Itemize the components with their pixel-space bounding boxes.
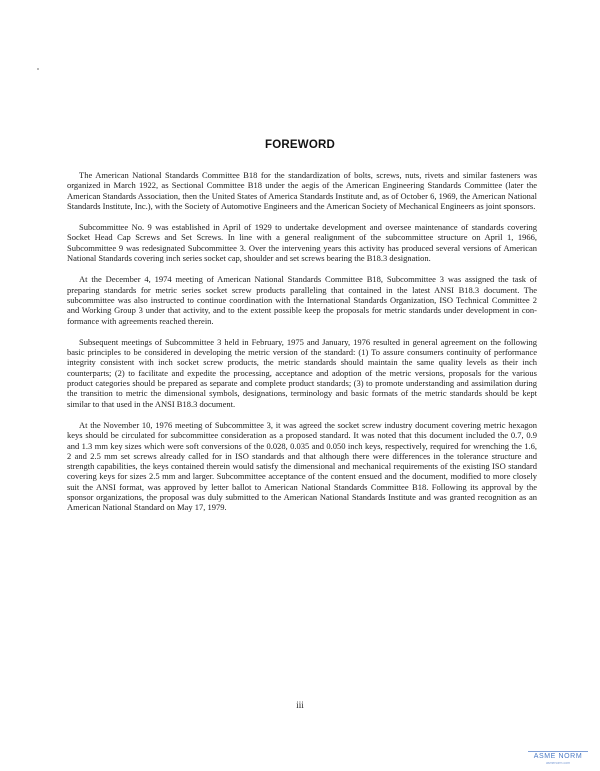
paragraph-4: Subsequent meetings of Subcommittee 3 held in February, 1975 and January, 1976 resulted in general agreement on the following basic principles to be considered in developing the metric version of the standard: (1) To assure consumers continuity of performance integrity consistent with inch socket screw products, the metric standards should maintain the same quality levels as their inch counterparts; (2) to facilitate and expedite the processing, acceptance and adoption of the metric versions, proposals for the various product categories should be prepared as separate and complete product standards; (3) to promote understanding and assimilation during the transition to metric the dimensional symbols, designations, terminology and basic formats of the metric standards should be kept similar to that used in the ANSI B18.3 document.: [67, 336, 537, 409]
foreword-body: [67, 170, 537, 524]
paragraph-1: The American National Standards Committee B18 for the standardization of bolts, screws, nuts, rivets and similar fasteners was organized in March 1922, as Sectional Committee B18 under the aegis of the American Engineering Standards Committee (later the American Standards Association, then the United States of America Standards Institute and, as of October 6, 1969, the American National Standards Institute, Inc.), with the Society of Automotive Engineers and the American Society of Mechanical Engineers as joint sponsors.: [67, 170, 537, 211]
page-title: FOREWORD: [265, 139, 335, 151]
paragraph-3: At the December 4, 1974 meeting of American National Standards Committee B18, Subcommittee 3 was assigned the task of preparing standards for metric series socket screw products paralleling that contained in the latest ANSI B18.3 document. The subcommittee was also instructed to continue coordination with the International Standards Organization, ISO Technical Committee 2 and Working Group 3 under that activity, and to the extent possible keep the proposals for metric standards under development in conformance with agreements reached therein.: [67, 274, 537, 326]
paragraph-5: At the November 10, 1976 meeting of Subcommittee 3, it was agreed the socket screw industry document covering metric hexagon keys should be circulated for subcommittee consideration as a proposed standard. It was noted that this document included the 0.7, 0.9 and 1.3 mm key sizes which were soft conversions of the 0.028, 0.035 and 0.050 inch keys, respectively, required for wrenching the 1.6, 2 and 2.5 mm set screws already called for in ISO standards and that although there were differences in the tolerance structure and strength capabilities, the keys contained therein would satisfy the dimensional and mechanical requirements of the existing ISO standard covering keys for sizes 2.5 mm and larger. Subcommittee acceptance of the content ensued and the document, modified to more closely suit the ANSI format, was approved by letter ballot to American National Standards Committee B18. Following its approval by the sponsor organizations, the proposal was duly submitted to the American National Standards Institute and was granted recognition as an American National Standard on May 17, 1979.: [67, 419, 537, 513]
scan-speck: [37, 68, 39, 70]
watermark-subtext: asmenorm.com: [545, 761, 571, 765]
watermark-logo: [528, 751, 588, 765]
watermark-name: ASME NORM: [528, 751, 588, 761]
paragraph-2: Subcommittee No. 9 was established in April of 1929 to undertake development and oversee maintenance of standards covering Socket Head Cap Screws and Set Screws. In line with a general realignment of the subcommittee structure on April 1, 1966, Subcommittee 9 was redesignated Subcommittee 3. Over the intervening years this activity has produced several versions of American National Standards covering inch series socket cap, shoulder and set screws bearing the B18.3 designation.: [67, 222, 537, 264]
page-number: iii: [296, 700, 304, 710]
